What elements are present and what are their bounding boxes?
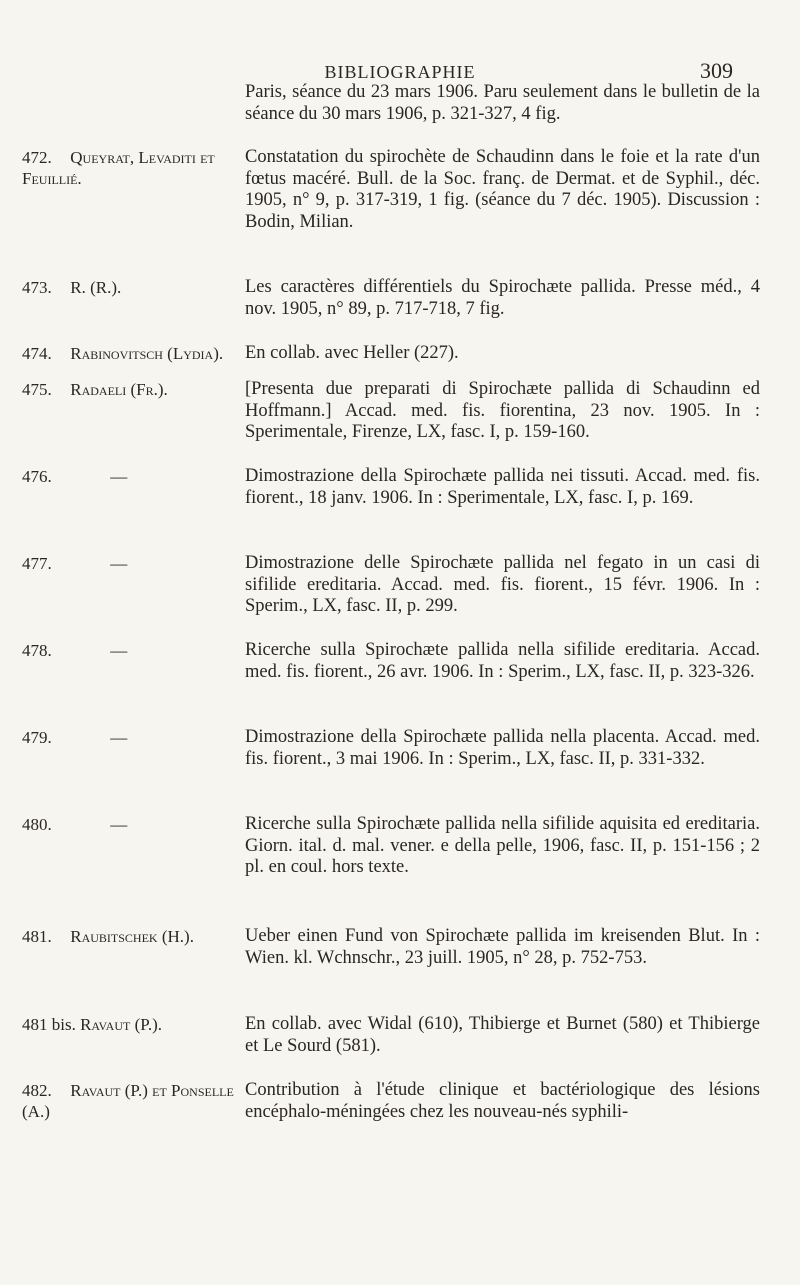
ditto-dash: — [110, 641, 128, 660]
entry-number: 472. [22, 148, 52, 167]
ditto-dash: — [110, 728, 128, 747]
entry-number: 477. [22, 554, 52, 573]
entry-author-column [22, 343, 242, 364]
bibliography-entry [0, 640, 800, 727]
entry-text: Paris, séance du 23 mars 1906. Paru seulement dans le bulletin de la séance du 30 mars 1906, p. 321-327, 4 fig. [245, 82, 760, 124]
bibliography-entry [0, 727, 800, 814]
entry-author-column [22, 727, 242, 748]
entry-text: Les caractères différentiels du Spirochæte pallida. Presse méd., 4 nov. 1905, n° 89, p. 717-718, 7 fig. [245, 277, 760, 319]
entry-author-column [22, 553, 242, 574]
entry-number: 481. [22, 927, 52, 946]
entry-author-column [22, 466, 242, 487]
page-number: 309 [700, 58, 733, 83]
bibliography-entry [0, 466, 800, 553]
entry-text: Contribution à l'étude clinique et bactériologique des lésions encéphalo-méningées chez les nouveau-nés syphili- [245, 1080, 760, 1122]
bibliography-entry [0, 926, 800, 1014]
entry-author-column [22, 1014, 242, 1035]
bibliography-list [0, 82, 800, 1150]
entry-text: Dimostrazione delle Spirochæte pallida nel fegato in un casi di sifilide ereditaria. Accad. med. fis. fiorent., 15 févr. 1906. In : Sperim., LX, fasc. II, p. 299. [245, 553, 760, 617]
entry-author: Raubitschek (H.). [70, 927, 194, 946]
entry-number: 473. [22, 278, 52, 297]
entry-text: Dimostrazione della Spirochæte pallida nella placenta. Accad. med. fis. fiorent., 3 mai 1906. In : Sperim., LX, fasc. II, p. 331-332. [245, 727, 760, 769]
entry-author: R. (R.). [70, 278, 122, 297]
entry-number: 479. [22, 728, 52, 747]
entry-number: 476. [22, 467, 52, 486]
bibliography-entry [0, 1014, 800, 1080]
ditto-dash: — [110, 815, 128, 834]
bibliography-entry [0, 277, 800, 343]
entry-text: En collab. avec Heller (227). [245, 343, 459, 363]
entry-number: 474. [22, 344, 52, 363]
entry-author-column [22, 640, 242, 661]
entry-author: Radaeli (Fr.). [70, 380, 168, 399]
entry-author: Queyrat, Levaditi et Feuillié. [22, 148, 215, 188]
entry-number: 478. [22, 641, 52, 660]
bibliography-entry [0, 379, 800, 466]
entry-text: Dimostrazione della Spirochæte pallida nei tissuti. Accad. med. fis. fiorent., 18 janv. 1906. In : Sperimentale, LX, fasc. I, p. 169. [245, 466, 760, 508]
entry-text: Ueber einen Fund von Spirochæte pallida im kreisenden Blut. In : Wien. kl. Wchnschr., 23 juill. 1905, n° 28, p. 752-753. [245, 926, 760, 968]
entry-author: Ravaut (P.). [80, 1015, 162, 1034]
entry-author-column [22, 277, 242, 298]
bibliography-entry [0, 343, 800, 379]
bibliography-entry [0, 553, 800, 640]
ditto-dash: — [110, 467, 128, 486]
bibliography-entry [0, 814, 800, 926]
continuation-entry [0, 82, 800, 147]
entry-author-column [22, 379, 242, 400]
entry-author: Rabinovitsch (Lydia). [70, 344, 224, 363]
entry-text: Ricerche sulla Spirochæte pallida nella sifilide ereditaria. Accad. med. fis. fiorent., 26 avr. 1906. In : Sperim., LX, fasc. II, p. 323-326. [245, 640, 760, 682]
entry-number: 475. [22, 380, 52, 399]
entry-text: Constatation du spirochète de Schaudinn dans le foie et la rate d'un fœtus macéré. Bull. de la Soc. franç. de Dermat. et de Syphil., déc. 1905, n° 9, p. 317-319, 1 fig. (séance du 7 déc. 1905). Discussion : Bodin, Milian. [245, 147, 760, 232]
entry-author-column [22, 926, 242, 947]
entry-number: 481 bis. [22, 1015, 76, 1034]
entry-text: En collab. avec Widal (610), Thibierge et Burnet (580) et Thibierge et Le Sourd (581). [245, 1014, 760, 1056]
entry-author-column [22, 1080, 242, 1122]
ditto-dash: — [110, 554, 128, 573]
entry-author-column [22, 147, 242, 189]
entry-author-column [22, 814, 242, 835]
entry-text: [Presenta due preparati di Spirochæte pallida di Schaudinn ed Hoffmann.] Accad. med. fis. fiorentina, 23 nov. 1905. In : Sperimentale, Firenze, LX, fasc. I, p. 159-160. [245, 379, 760, 443]
entry-text: Ricerche sulla Spirochæte pallida nella sifilide aquisita ed ereditaria. Giorn. ital. d. mal. vener. e della pelle, 1906, fasc. II, p. 151-156 ; 2 pl. en coul. hors texte. [245, 814, 760, 878]
running-header: BIBLIOGRAPHIE [324, 62, 476, 82]
entry-author: Ravaut (P.) et Ponselle (A.) [22, 1081, 234, 1121]
entry-number: 480. [22, 815, 52, 834]
entry-number: 482. [22, 1081, 52, 1100]
bibliography-entry [0, 147, 800, 277]
bibliography-entry [0, 1080, 800, 1150]
